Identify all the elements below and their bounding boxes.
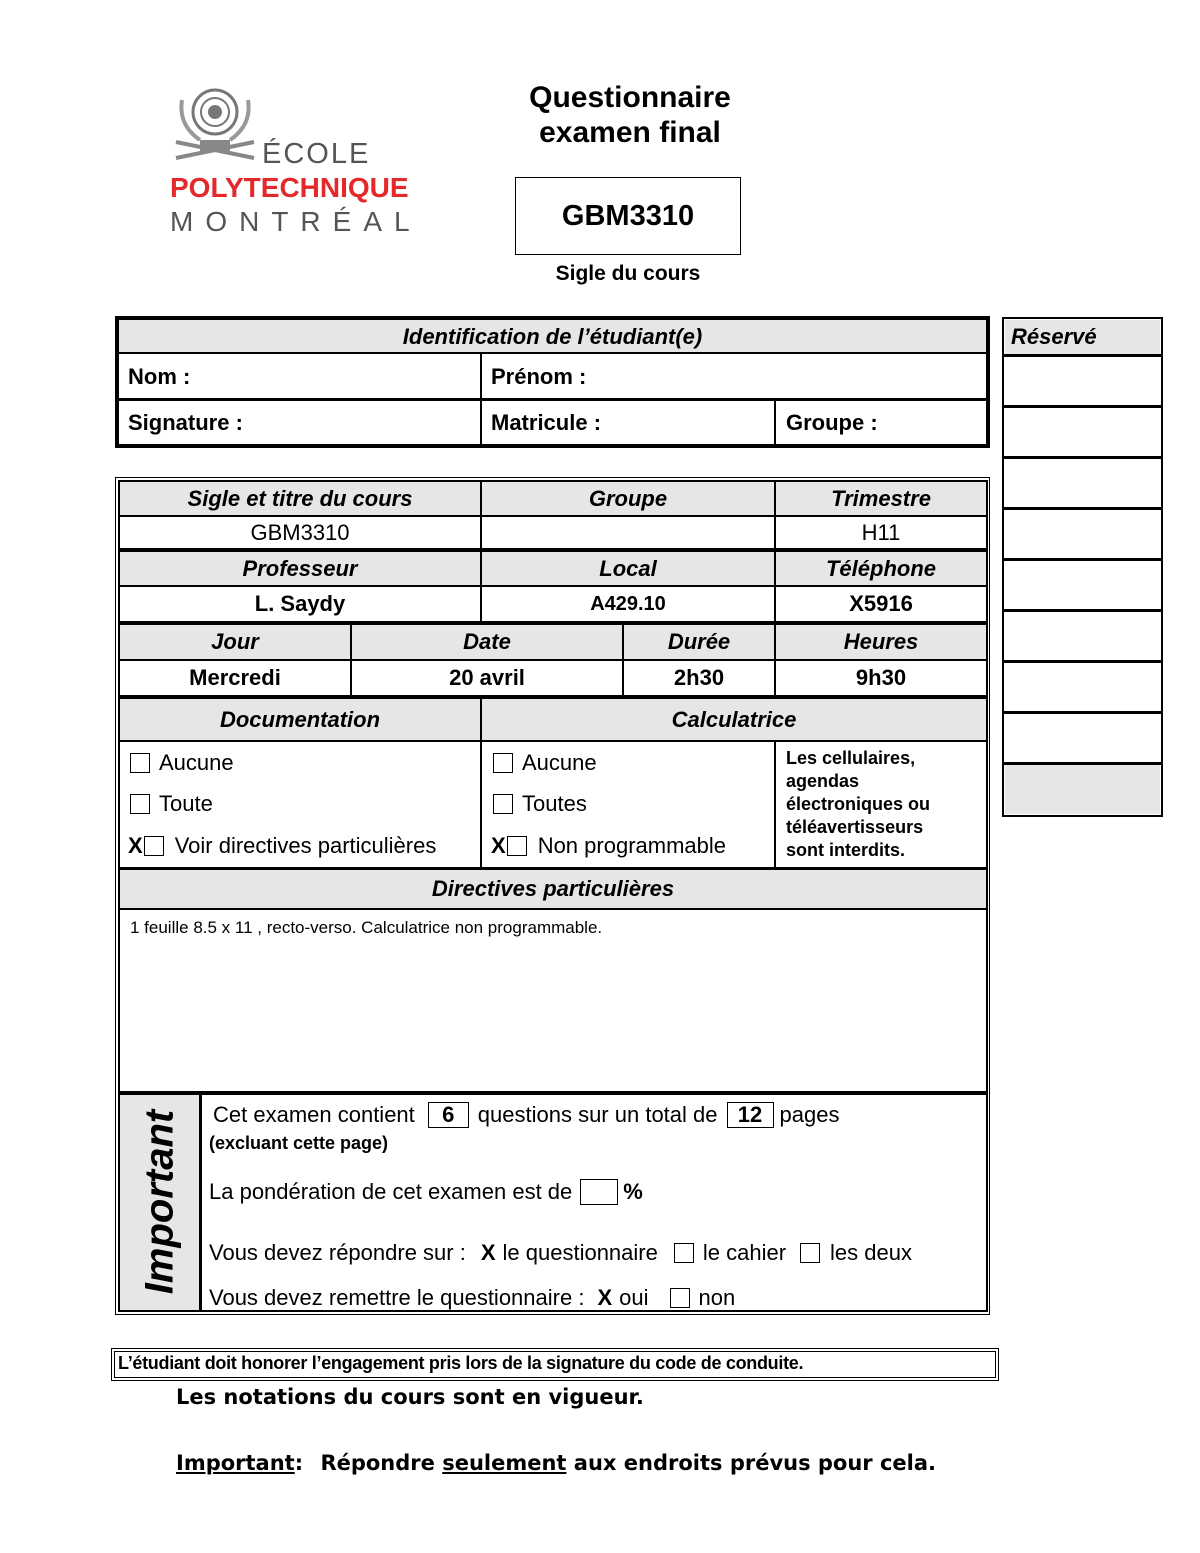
calc-aucune-checkbox[interactable]: [493, 753, 513, 773]
header-professeur: Professeur: [242, 555, 358, 581]
exam-title-line2: examen final: [539, 116, 721, 149]
header-sigle: Sigle et titre du cours: [187, 485, 413, 511]
calc-note: Les cellulaires, agendas électroniques ou téléavertisseurs sont interdits.: [786, 748, 931, 860]
engagement-text: L’étudiant doit honorer l’engagement pris lors de la signature du code de conduite.: [118, 1353, 804, 1373]
calc-option-non-programmable[interactable]: X Non programmable: [491, 833, 726, 858]
prenom-field[interactable]: Prénom :: [491, 364, 587, 389]
course-jour: Mercredi: [189, 665, 281, 690]
course-telephone: X5916: [849, 591, 913, 616]
option-non[interactable]: non: [698, 1285, 736, 1310]
course-local: A429.10: [590, 592, 666, 615]
course-heures: 9h30: [855, 665, 907, 690]
school-logo: [168, 80, 428, 240]
school-crest-icon: [170, 80, 260, 170]
option-oui[interactable]: oui: [619, 1285, 649, 1310]
doc-option-aucune[interactable]: Aucune: [130, 750, 234, 776]
doc-toute-checkbox[interactable]: [130, 794, 150, 814]
signature-field[interactable]: Signature :: [128, 409, 243, 435]
header-groupe: Groupe: [588, 485, 668, 511]
course-duree: 2h30: [673, 665, 725, 690]
header-jour: Jour: [211, 629, 259, 654]
course-code-caption: Sigle du cours: [555, 262, 701, 285]
groupe-field[interactable]: Groupe :: [786, 409, 878, 435]
important-footer: Important: Répondre seulement aux endroits prévus pour cela.: [176, 1451, 937, 1475]
course-date: 20 avril: [449, 665, 525, 690]
matricule-field[interactable]: Matricule :: [491, 409, 602, 435]
non-checkbox[interactable]: [670, 1288, 690, 1308]
reserve-title: Réservé: [1005, 320, 1160, 354]
header-telephone: Téléphone: [825, 555, 936, 581]
ponderation-input[interactable]: [580, 1179, 618, 1205]
reserve-total-cell: [1005, 765, 1160, 814]
questions-note: (excluant cette page): [209, 1133, 389, 1153]
directives-text: 1 feuille 8.5 x 11 , recto-verso. Calculatrice non programmable.: [130, 918, 603, 937]
course-sigle: GBM3310: [250, 519, 350, 545]
course-trimestre: H11: [861, 519, 901, 545]
logo-line3: MONTRÉAL: [170, 206, 422, 237]
important-side-label: Important: [137, 1109, 182, 1295]
ponderation-line: La pondération de cet examen est de %: [209, 1179, 643, 1204]
question-count[interactable]: 6: [428, 1102, 469, 1128]
course-code: GBM3310: [561, 200, 695, 232]
le-cahier-checkbox[interactable]: [674, 1243, 694, 1263]
questions-line: Cet examen contient 6 questions sur un total de 12 pages: [213, 1102, 840, 1127]
calc-option-aucune[interactable]: Aucune: [493, 750, 597, 776]
calc-toutes-checkbox[interactable]: [493, 794, 513, 814]
header-date: Date: [463, 629, 511, 654]
exam-title-line1: Questionnaire: [529, 81, 731, 114]
directives-title: Directives particulières: [431, 876, 675, 901]
notations-text: Les notations du cours sont en vigueur.: [176, 1385, 644, 1409]
documentation-title: Documentation: [219, 706, 381, 732]
option-le-questionnaire[interactable]: le questionnaire: [502, 1240, 658, 1265]
calc-non-programmable-checkbox[interactable]: [507, 836, 527, 856]
header-heures: Heures: [843, 629, 919, 654]
remettre-line: Vous devez remettre le questionnaire : X oui non: [209, 1285, 736, 1310]
calculatrice-title: Calculatrice: [671, 706, 797, 732]
doc-aucune-checkbox[interactable]: [130, 753, 150, 773]
logo-line2: POLYTECHNIQUE: [170, 172, 409, 203]
reserve-table: [1002, 317, 1163, 817]
option-le-cahier[interactable]: le cahier: [702, 1240, 787, 1265]
doc-option-directives[interactable]: X Voir directives particulières: [128, 833, 437, 858]
header-duree: Durée: [667, 629, 731, 654]
header-trimestre: Trimestre: [831, 485, 931, 511]
nom-field[interactable]: Nom :: [128, 364, 191, 389]
course-code-box: [515, 177, 741, 255]
logo-line1: ÉCOLE: [262, 138, 371, 170]
doc-directives-checkbox[interactable]: [144, 836, 164, 856]
identification-title: Identification de l’étudiant(e): [119, 320, 986, 353]
header-local: Local: [599, 555, 657, 581]
course-groupe: [482, 517, 774, 548]
page-count[interactable]: 12: [727, 1102, 774, 1128]
exam-title: [480, 80, 780, 150]
les-deux-checkbox[interactable]: [800, 1243, 820, 1263]
option-les-deux[interactable]: les deux: [830, 1240, 912, 1265]
calc-option-toutes[interactable]: Toutes: [493, 791, 587, 817]
course-professeur: L. Saydy: [254, 591, 346, 616]
doc-option-toute[interactable]: Toute: [130, 791, 213, 817]
repondre-line: Vous devez répondre sur : X le questionnaire le cahier les deux: [209, 1240, 912, 1265]
